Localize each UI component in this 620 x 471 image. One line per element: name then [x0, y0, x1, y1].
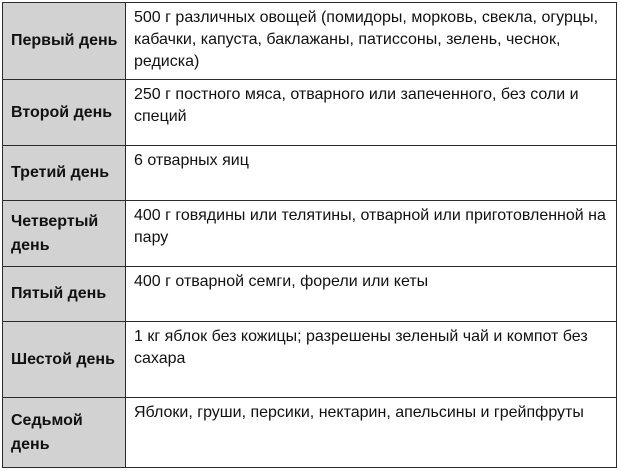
day-label: Первый день — [11, 32, 118, 49]
day-label: Четвертый день — [11, 212, 99, 254]
day-label: Седьмой день — [11, 411, 83, 453]
menu-text: Яблоки, груши, персики, нектарин, апельсины и грейпфруты — [134, 404, 584, 421]
day-label: Шестой день — [11, 350, 115, 368]
day-label-cell — [3, 201, 126, 267]
day-label: Третий день — [11, 164, 110, 181]
menu-text: 400 г говядины или телятины, отварной или приготовленной на пару — [134, 207, 606, 246]
menu-cell — [126, 201, 617, 267]
table-row — [3, 398, 617, 468]
day-label: Пятый день — [11, 285, 107, 302]
day-label-cell — [3, 146, 126, 201]
menu-cell — [126, 398, 617, 468]
table-row — [3, 267, 617, 322]
table-row — [3, 3, 617, 80]
table-row — [3, 80, 617, 146]
menu-text: 250 г постного мяса, отварного или запеченного, без соли и специй — [134, 86, 579, 125]
day-label-cell — [3, 398, 126, 468]
table-row — [3, 322, 617, 398]
menu-text: 400 г отварной семги, форели или кеты — [134, 273, 429, 290]
day-label: Второй день — [11, 103, 113, 121]
day-label-cell — [3, 3, 126, 80]
menu-cell — [126, 80, 617, 146]
day-label-cell — [3, 267, 126, 322]
day-label-cell — [3, 322, 126, 398]
menu-text: 6 отварных яиц — [134, 152, 249, 169]
table-row — [3, 201, 617, 267]
menu-text: 1 кг яблок без кожицы; разрешены зеленый чай и компот без сахара — [134, 328, 588, 367]
table-row — [3, 146, 617, 201]
menu-cell — [126, 146, 617, 201]
menu-cell — [126, 322, 617, 398]
menu-cell — [126, 3, 617, 80]
day-label-cell — [3, 80, 126, 146]
menu-cell — [126, 267, 617, 322]
menu-text: 500 г различных овощей (помидоры, морковь, свекла, огурцы, кабачки, капуста, баклажаны, патиссоны, зелень, чеснок, редиска) — [134, 9, 599, 70]
diet-plan-table — [2, 2, 617, 468]
